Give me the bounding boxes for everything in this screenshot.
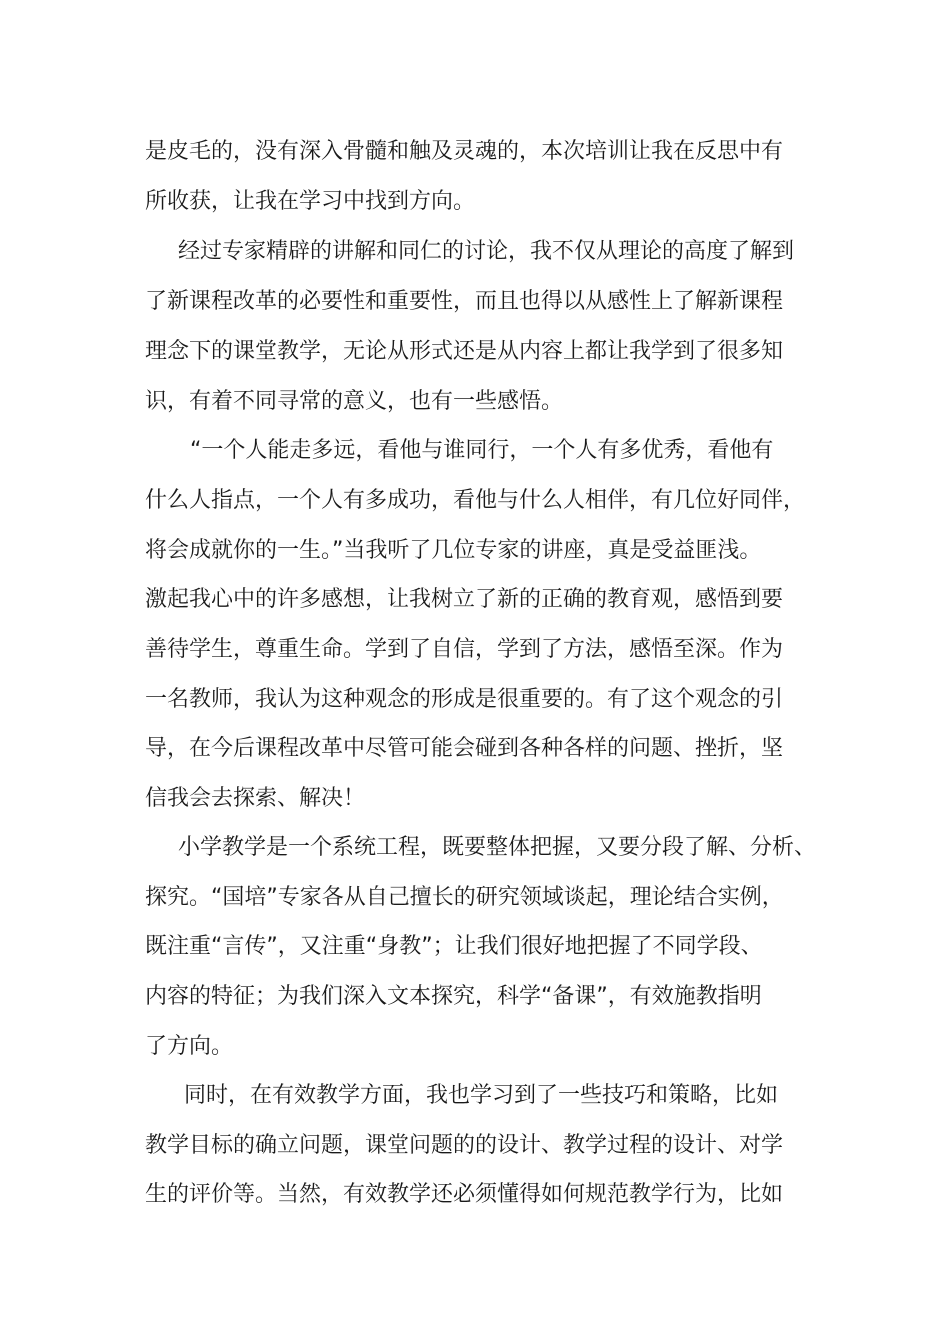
text-line: 信我会去探索、解决！ [145,786,366,811]
text-line: 将会成就你的一生。”当我听了几位专家的讲座，真是受益匪浅。 [145,538,762,563]
paragraph-start-line: 同时，在有效教学方面，我也学习到了一些技巧和策略，比如 [184,1083,779,1108]
text-line: 理念下的课堂教学，无论从形式还是从内容上都让我学到了很多知 [145,339,784,364]
text-line: 教学目标的确立问题，课堂问题的的设计、教学过程的设计、对学 [145,1133,784,1158]
text-line: 内容的特征；为我们深入文本探究，科学“备课”，有效施教指明 [145,984,762,1009]
paragraph-start-line: “一个人能走多远，看他与谁同行，一个人有多优秀，看他有 [190,438,774,463]
text-line: 所收获，让我在学习中找到方向。 [145,189,476,214]
text-line: 善待学生，尊重生命。学到了自信，学到了方法，感悟至深。作为 [145,637,784,662]
text-line: 生的评价等。当然，有效教学还必须懂得如何规范教学行为，比如 [145,1182,784,1207]
paragraph-start-line: 经过专家精辟的讲解和同仁的讨论，我不仅从理论的高度了解到 [178,239,795,264]
text-line: 一名教师，我认为这种观念的形成是很重要的。有了这个观念的引 [145,687,784,712]
text-line: 导，在今后课程改革中尽管可能会碰到各种各样的问题、挫折，坚 [145,736,784,761]
text-line: 了方向。 [145,1034,234,1059]
paragraph-start-line: 小学教学是一个系统工程，既要整体把握，又要分段了解、分析、 [178,835,817,860]
text-line: 是皮毛的，没有深入骨髓和触及灵魂的，本次培训让我在反思中有 [145,139,784,164]
text-line: 既注重“言传”，又注重“身教”；让我们很好地把握了不同学段、 [145,934,763,959]
text-line: 探究。“国培”专家各从自己擅长的研究领域谈起，理论结合实例， [145,885,784,910]
text-line: 了新课程改革的必要性和重要性，而且也得以从感性上了解新课程 [145,289,784,314]
text-line: 识，有着不同寻常的意义，也有一些感悟。 [145,389,564,414]
text-line: 什么人指点，一个人有多成功，看他与什么人相伴，有几位好同伴， [145,488,806,513]
text-line: 激起我心中的许多感想，让我树立了新的正确的教育观，感悟到要 [145,587,784,612]
